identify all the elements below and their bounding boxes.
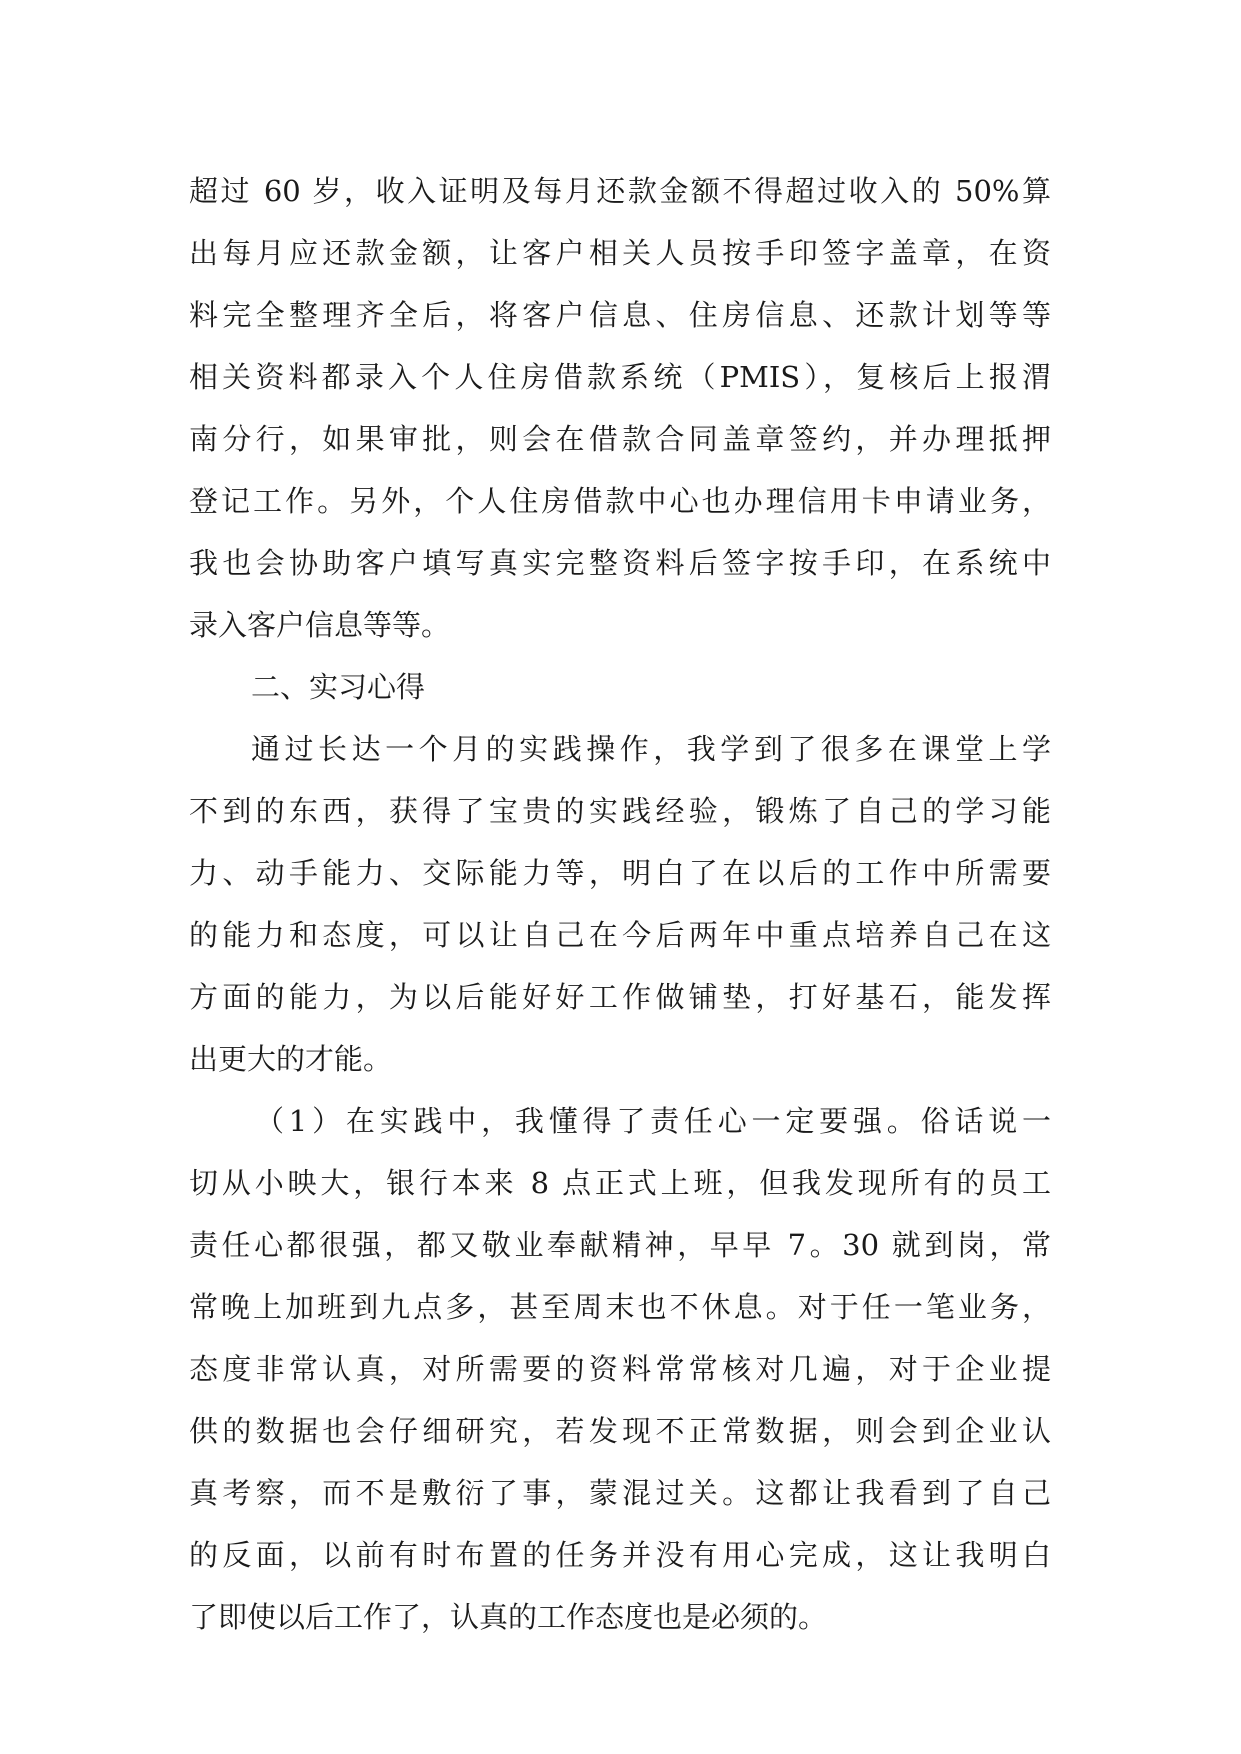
text-line: 我也会协助客户填写真实完整资料后签字按手印，在系统中 [189,546,1051,580]
paragraph-responsibility [189,1090,1051,1648]
text-line: 录入客户信息等等。 [189,608,451,642]
text-line: 的反面，以前有时布置的任务并没有用心完成，这让我明白 [189,1538,1051,1572]
text-line: 料完全整理齐全后，将客户信息、住房信息、还款计划等等 [189,298,1051,332]
text-line: 相关资料都录入个人住房借款系统（PMIS），复核后上报渭 [189,360,1051,394]
text-line: 常晚上加班到九点多，甚至周末也不休息。对于任一笔业务， [189,1290,1051,1324]
text-line: 方面的能力，为以后能好好工作做铺垫，打好基石，能发挥 [189,980,1051,1014]
text-line: 责任心都很强，都又敬业奉献精神，早早 7。30 就到岗，常 [189,1228,1051,1262]
text-line: 登记工作。另外，个人住房借款中心也办理信用卡申请业务， [189,484,1051,518]
paragraph-experience [189,718,1051,1090]
text-line: 真考察，而不是敷衍了事，蒙混过关。这都让我看到了自己 [189,1476,1051,1510]
text-line: 超过 60 岁，收入证明及每月还款金额不得超过收入的 50%算 [189,174,1051,208]
document-body [189,160,1051,1648]
text-line: 不到的东西，获得了宝贵的实践经验，锻炼了自己的学习能 [189,794,1051,828]
heading-text: 二、实习心得 [251,670,426,704]
text-line: 南分行，如果审批，则会在借款合同盖章签约，并办理抵押 [189,422,1051,456]
section-heading [189,656,1051,718]
text-line: 态度非常认真，对所需要的资料常常核对几遍，对于企业提 [189,1352,1051,1386]
text-line: 的能力和态度，可以让自己在今后两年中重点培养自己在这 [189,918,1051,952]
text-line: 出更大的才能。 [189,1042,393,1076]
text-line: 了即使以后工作了，认真的工作态度也是必须的。 [189,1600,828,1634]
text-line: 力、动手能力、交际能力等，明白了在以后的工作中所需要 [189,856,1051,890]
text-line: 切从小映大，银行本来 8 点正式上班，但我发现所有的员工 [189,1166,1051,1200]
text-line: （1）在实践中，我懂得了责任心一定要强。俗话说一 [255,1104,1051,1138]
paragraph-loan-process [189,160,1051,656]
text-line: 供的数据也会仔细研究，若发现不正常数据，则会到企业认 [189,1414,1051,1448]
text-line: 通过长达一个月的实践操作，我学到了很多在课堂上学 [251,732,1051,766]
text-line: 出每月应还款金额，让客户相关人员按手印签字盖章，在资 [189,236,1051,270]
